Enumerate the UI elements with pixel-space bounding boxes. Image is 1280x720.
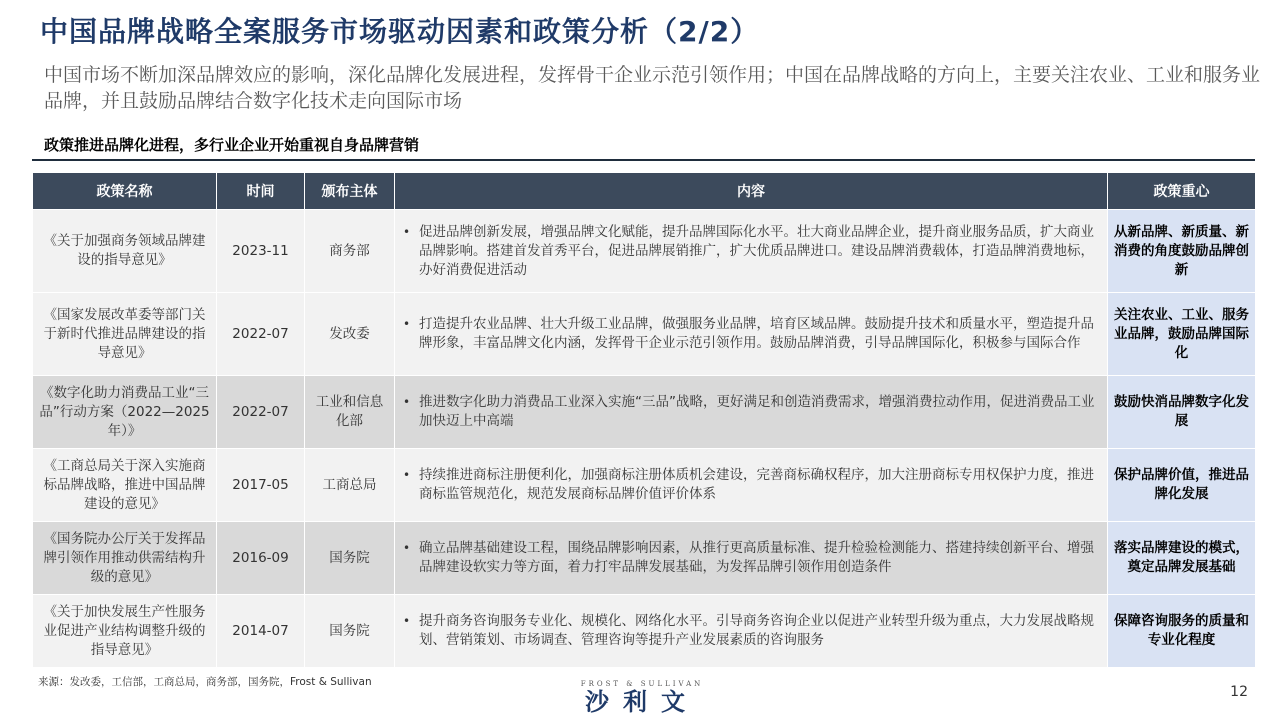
policy-content: [395, 376, 1108, 449]
bullet-icon: •: [403, 317, 411, 331]
policy-name: 《关于加强商务领域品牌建设的指导意见》: [33, 210, 217, 293]
policy-issuer: 国务院: [305, 522, 395, 595]
policy-content-text: 提升商务咨询服务专业化、规模化、网络化水平。引导商务咨询企业以促进产业转型升级为重点，大力发展战略规划、营销策划、市场调查、管理咨询等提升产业发展素质的咨询服务: [419, 613, 1094, 648]
policy-content: [395, 210, 1108, 293]
policy-focus: 落实品牌建设的模式，奠定品牌发展基础: [1108, 522, 1256, 595]
logo-chinese-text: 沙利文: [585, 688, 699, 716]
policy-date: 2023-11: [217, 210, 305, 293]
bullet-icon: •: [403, 541, 411, 555]
table-row: [33, 210, 1256, 293]
policy-focus: 关注农业、工业、服务业品牌，鼓励品牌国际化: [1108, 293, 1256, 376]
policy-date: 2016-09: [217, 522, 305, 595]
source-note: 来源：发改委，工信部，工商总局，商务部，国务院，Frost & Sullivan: [38, 676, 372, 688]
policy-content-text: 打造提升农业品牌、壮大升级工业品牌，做强服务业品牌，培育区域品牌。鼓励提升技术和质量水平，塑造提升品牌形象，丰富品牌文化内涵，发挥骨干企业示范引领作用。鼓励品牌消费，引导品牌国际化，积极参与国际合作: [419, 316, 1094, 351]
policy-name: 《工商总局关于深入实施商标品牌战略，推进中国品牌建设的意见》: [33, 449, 217, 522]
policy-content-text: 推进数字化助力消费品工业深入实施“三品”战略，更好满足和创造消费需求，增强消费拉动作用，促进消费品工业加快迈上中高端: [419, 394, 1095, 429]
bullet-icon: •: [403, 468, 411, 482]
table-row: [33, 293, 1256, 376]
policy-issuer: 发改委: [305, 293, 395, 376]
header-date: 时间: [217, 173, 305, 210]
policy-issuer: 商务部: [305, 210, 395, 293]
policy-focus: 保障咨询服务的质量和专业化程度: [1108, 595, 1256, 668]
bullet-icon: •: [403, 395, 411, 409]
policy-content: [395, 293, 1108, 376]
section-divider: [32, 159, 1255, 161]
policy-date: 2022-07: [217, 293, 305, 376]
table-header-row: [33, 173, 1256, 210]
policy-name: 《关于加快发展生产性服务业促进产业结构调整升级的指导意见》: [33, 595, 217, 668]
policy-name: 《国家发展改革委等部门关于新时代推进品牌建设的指导意见》: [33, 293, 217, 376]
header-policy-name: 政策名称: [33, 173, 217, 210]
header-issuer: 颁布主体: [305, 173, 395, 210]
policy-content: [395, 522, 1108, 595]
section-title: 政策推进品牌化进程，多行业企业开始重视自身品牌营销: [44, 136, 420, 154]
policy-focus: 从新品牌、新质量、新消费的角度鼓励品牌创新: [1108, 210, 1256, 293]
table-row: [33, 376, 1256, 449]
policy-focus: 鼓励快消品牌数字化发展: [1108, 376, 1256, 449]
policy-name: 《国务院办公厅关于发挥品牌引领作用推动供需结构升级的意见》: [33, 522, 217, 595]
page-number: 12: [1230, 684, 1248, 700]
policy-content-text: 促进品牌创新发展，增强品牌文化赋能，提升品牌国际化水平。壮大商业品牌企业，提升商业服务品质，扩大商业品牌影响。搭建首发首秀平台，促进品牌展销推广，扩大优质品牌进口。建设品牌消费载体，打造品牌消费地标，办好消费促进活动: [419, 223, 1094, 278]
company-logo: [572, 680, 712, 716]
policy-issuer: 国务院: [305, 595, 395, 668]
header-content: 内容: [395, 173, 1108, 210]
policy-table: [32, 172, 1256, 668]
table-row: [33, 522, 1256, 595]
page-title: 中国品牌战略全案服务市场驱动因素和政策分析（2/2）: [40, 15, 760, 48]
policy-issuer: 工商总局: [305, 449, 395, 522]
policy-content: [395, 449, 1108, 522]
policy-date: 2017-05: [217, 449, 305, 522]
policy-date: 2014-07: [217, 595, 305, 668]
policy-content-text: 确立品牌基础建设工程，围绕品牌影响因素，从推行更高质量标准、提升检验检测能力、搭建持续创新平台、增强品牌建设软实力等方面，着力打牢品牌发展基础，为发挥品牌引领作用创造条件: [419, 540, 1094, 575]
policy-content: [395, 595, 1108, 668]
page-subtitle: 中国市场不断加深品牌效应的影响，深化品牌化发展进程，发挥骨干企业示范引领作用；中国在品牌战略的方向上，主要关注农业、工业和服务业品牌，并且鼓励品牌结合数字化技术走向国际市场: [44, 64, 1261, 112]
policy-name: 《数字化助力消费品工业“三品”行动方案（2022—2025年）》: [33, 376, 217, 449]
table-row: [33, 449, 1256, 522]
bullet-icon: •: [403, 614, 411, 628]
table-row: [33, 595, 1256, 668]
header-focus: 政策重心: [1108, 173, 1256, 210]
policy-content-text: 持续推进商标注册便利化，加强商标注册体质机会建设，完善商标确权程序，加大注册商标专用权保护力度，推进商标监管规范化，规范发展商标品牌价值评价体系: [419, 467, 1094, 502]
bullet-icon: •: [403, 224, 411, 239]
policy-issuer: 工业和信息化部: [305, 376, 395, 449]
logo-english-text: FROST & SULLIVAN: [580, 680, 704, 688]
policy-focus: 保护品牌价值，推进品牌化发展: [1108, 449, 1256, 522]
policy-date: 2022-07: [217, 376, 305, 449]
